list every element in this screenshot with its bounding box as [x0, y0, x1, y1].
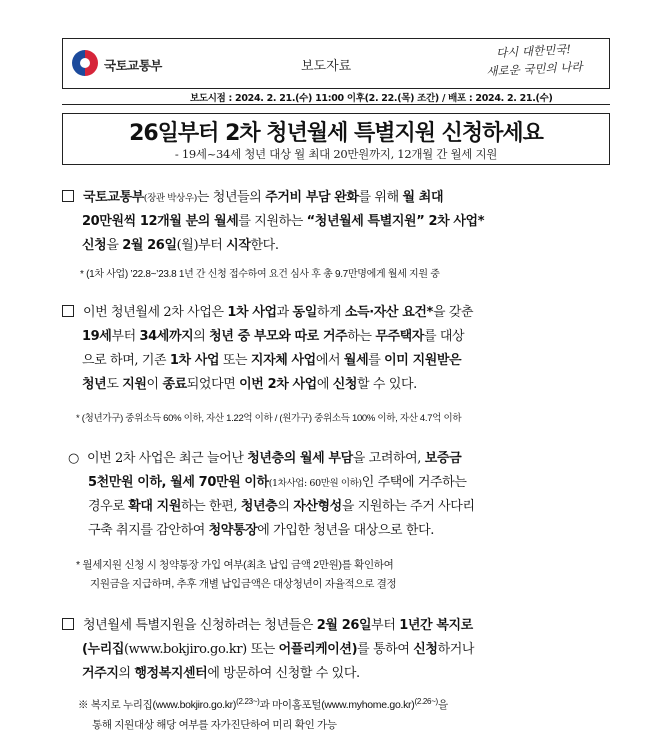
text: 도: [106, 377, 123, 392]
text: 1차 사업: [169, 353, 220, 368]
headline: 26일부터 2차 청년월세 특별지원 신청하세요: [129, 121, 543, 146]
text: 1년간 복지로: [399, 618, 473, 633]
text: 청년: [82, 377, 107, 392]
text: 이번 청년월세 2차 사업은: [83, 305, 228, 320]
text: (월)부터: [176, 238, 227, 253]
slogan-line-1: 다시 대한민국!: [495, 42, 572, 60]
subtitle: - 19세~34세 청년 대상 월 최대 20만원까지, 12개월 간 월세 지원: [174, 147, 498, 161]
footnote-3-line-1: * 월세지원 신청 시 청약통장 가입 여부(최초 납입 금액 2만원)를 확인하여: [76, 559, 394, 571]
text: 어플리케이션): [278, 642, 358, 657]
text: 의: [277, 499, 294, 514]
checkbox-bullet-icon: [62, 190, 74, 202]
text: 국토교통부: [83, 190, 144, 205]
text: 부터: [111, 329, 140, 344]
paragraph-4: [62, 614, 614, 686]
text: 자산형성: [293, 499, 342, 514]
text: 과 마이홈포털(www.myhome.go.kr): [259, 699, 415, 711]
text: 를: [368, 353, 385, 368]
text: 월 최대: [402, 190, 444, 205]
footnote-2: * (청년가구) 중위소득 60% 이하, 자산 1.22억 이하 / (원가구) 중위소득 100% 이하, 자산 4.7억 이하: [76, 413, 462, 424]
text: 종료: [162, 377, 187, 392]
text: 20만원씩 12개월 분의 월세: [82, 214, 239, 229]
headline-box: [62, 113, 610, 165]
text: 확대 지원: [128, 499, 181, 514]
divider: [62, 104, 610, 105]
text: 청년 중 부모와 따로 거주: [209, 329, 348, 344]
text: 동일: [292, 305, 317, 320]
text: 청년층: [240, 499, 278, 514]
text: 하게: [316, 305, 345, 320]
text: 를 지원하는: [238, 214, 307, 229]
text: 5천만원 이하, 월세 70만원 이하: [88, 475, 269, 490]
text: “청년월세 특별지원” 2차 사업*: [306, 214, 485, 229]
text: 월세: [343, 353, 369, 368]
text: 청년월세 특별지원을 신청하려는 청년들은: [83, 618, 317, 633]
text: 의: [193, 329, 210, 344]
text: 지자체 사업: [250, 353, 316, 368]
footnote-1: * (1차 사업) ’22.8~’23.8 1년 간 신청 접수하여 요건 심사 후 총 9.7만명에게 월세 지원 중: [80, 269, 440, 280]
text: 이번 2차 사업: [239, 377, 317, 392]
slogan-line-2: 새로운 국민의 나라: [486, 59, 583, 79]
text: (2.26~): [414, 697, 438, 706]
text: (2.23~): [236, 697, 260, 706]
text: 에 가입한 청년을 대상으로 한다.: [257, 523, 434, 538]
text: 부터: [371, 618, 400, 633]
text: (누리집: [82, 642, 125, 657]
text: 을 고려하여,: [352, 451, 425, 466]
text: 보증금: [424, 451, 462, 466]
text: 경우로: [88, 499, 129, 514]
text: 이: [146, 377, 163, 392]
text: 2월 26일: [122, 238, 177, 253]
text: 청년층의 월세 부담: [247, 451, 353, 466]
taegeuk-emblem-icon: [72, 50, 98, 76]
text: 인 주택에 거주하는: [361, 475, 467, 490]
text: 무주택자: [375, 329, 424, 344]
paragraph-2: [62, 301, 614, 397]
text: (장관 박상우): [143, 193, 197, 204]
text: 되었다면: [186, 377, 240, 392]
text: 을: [106, 238, 123, 253]
ministry-logo: [72, 50, 190, 78]
text: 이미 지원받은: [384, 353, 462, 368]
text: 을: [437, 699, 448, 711]
text: 를 위해: [358, 190, 403, 205]
text: 또는: [246, 642, 279, 657]
text: 이번 2차 사업은 최근 늘어난: [86, 451, 248, 466]
text: 거주지: [82, 666, 119, 681]
circle-bullet-icon: ○: [68, 451, 79, 466]
text: 신청: [332, 377, 358, 392]
text: 19세: [82, 329, 112, 344]
text: 2월 26일: [316, 618, 372, 633]
release-type: 보도자료: [301, 59, 352, 74]
ministry-name: 국토교통부: [104, 58, 162, 73]
text: (1차사업: 60만원 이하): [268, 478, 362, 489]
footnote-3-line-2: 지원금을 지급하며, 추후 개별 납입금액은 대상청년이 자율적으로 결정: [90, 578, 397, 590]
text: 신청: [82, 238, 107, 253]
text: ※ 복지로 누리집(www.bokjiro.go.kr): [78, 699, 237, 711]
text: 구축 취지를 감안하여: [88, 523, 209, 538]
text: 소득·자산 요건*: [344, 305, 433, 320]
text: 지원: [122, 377, 147, 392]
text: (www.bokjiro.go.kr): [124, 642, 247, 657]
text: 에서: [315, 353, 344, 368]
text: 또는: [219, 353, 251, 368]
text: 을 지원하는 주거 사다리: [341, 499, 475, 514]
text: 한다.: [250, 238, 279, 253]
text: 는 청년들의: [196, 190, 266, 205]
text: 으로 하며, 기존: [82, 353, 170, 368]
text: 을 갖춘: [432, 305, 474, 320]
checkbox-bullet-icon: [62, 618, 74, 630]
reference-note-line-1: [78, 697, 448, 712]
text: 하거나: [437, 642, 475, 657]
text: 의: [118, 666, 135, 681]
text: 에: [316, 377, 333, 392]
text: 하는: [347, 329, 376, 344]
text: 34세까지: [139, 329, 194, 344]
paragraph-3: [68, 447, 620, 543]
checkbox-bullet-icon: [62, 305, 74, 317]
text: 청약통장: [208, 523, 258, 538]
press-release-header: [62, 38, 610, 89]
paragraph-1: [62, 186, 614, 258]
text: 하는 한편,: [180, 499, 241, 514]
text: 행정복지센터: [134, 666, 208, 681]
text: 시작: [226, 238, 251, 253]
text: 과: [276, 305, 293, 320]
text: 주거비 부담 완화: [265, 190, 359, 205]
text: 할 수 있다.: [357, 377, 417, 392]
reference-note-line-2: 통해 지원대상 해당 여부를 자가진단하여 미리 확인 가능: [92, 719, 337, 731]
text: 를 대상: [423, 329, 465, 344]
government-slogan: [462, 38, 606, 81]
text: 1차 사업: [227, 305, 277, 320]
text: 에 방문하여 신청할 수 있다.: [207, 666, 360, 681]
text: 신청: [413, 642, 438, 657]
embargo-info: 보도시점 : 2024. 2. 21.(수) 11:00 이후(2. 22.(목) 조간) / 배포 : 2024. 2. 21.(수): [190, 93, 553, 104]
text: 를 통하여: [357, 642, 414, 657]
